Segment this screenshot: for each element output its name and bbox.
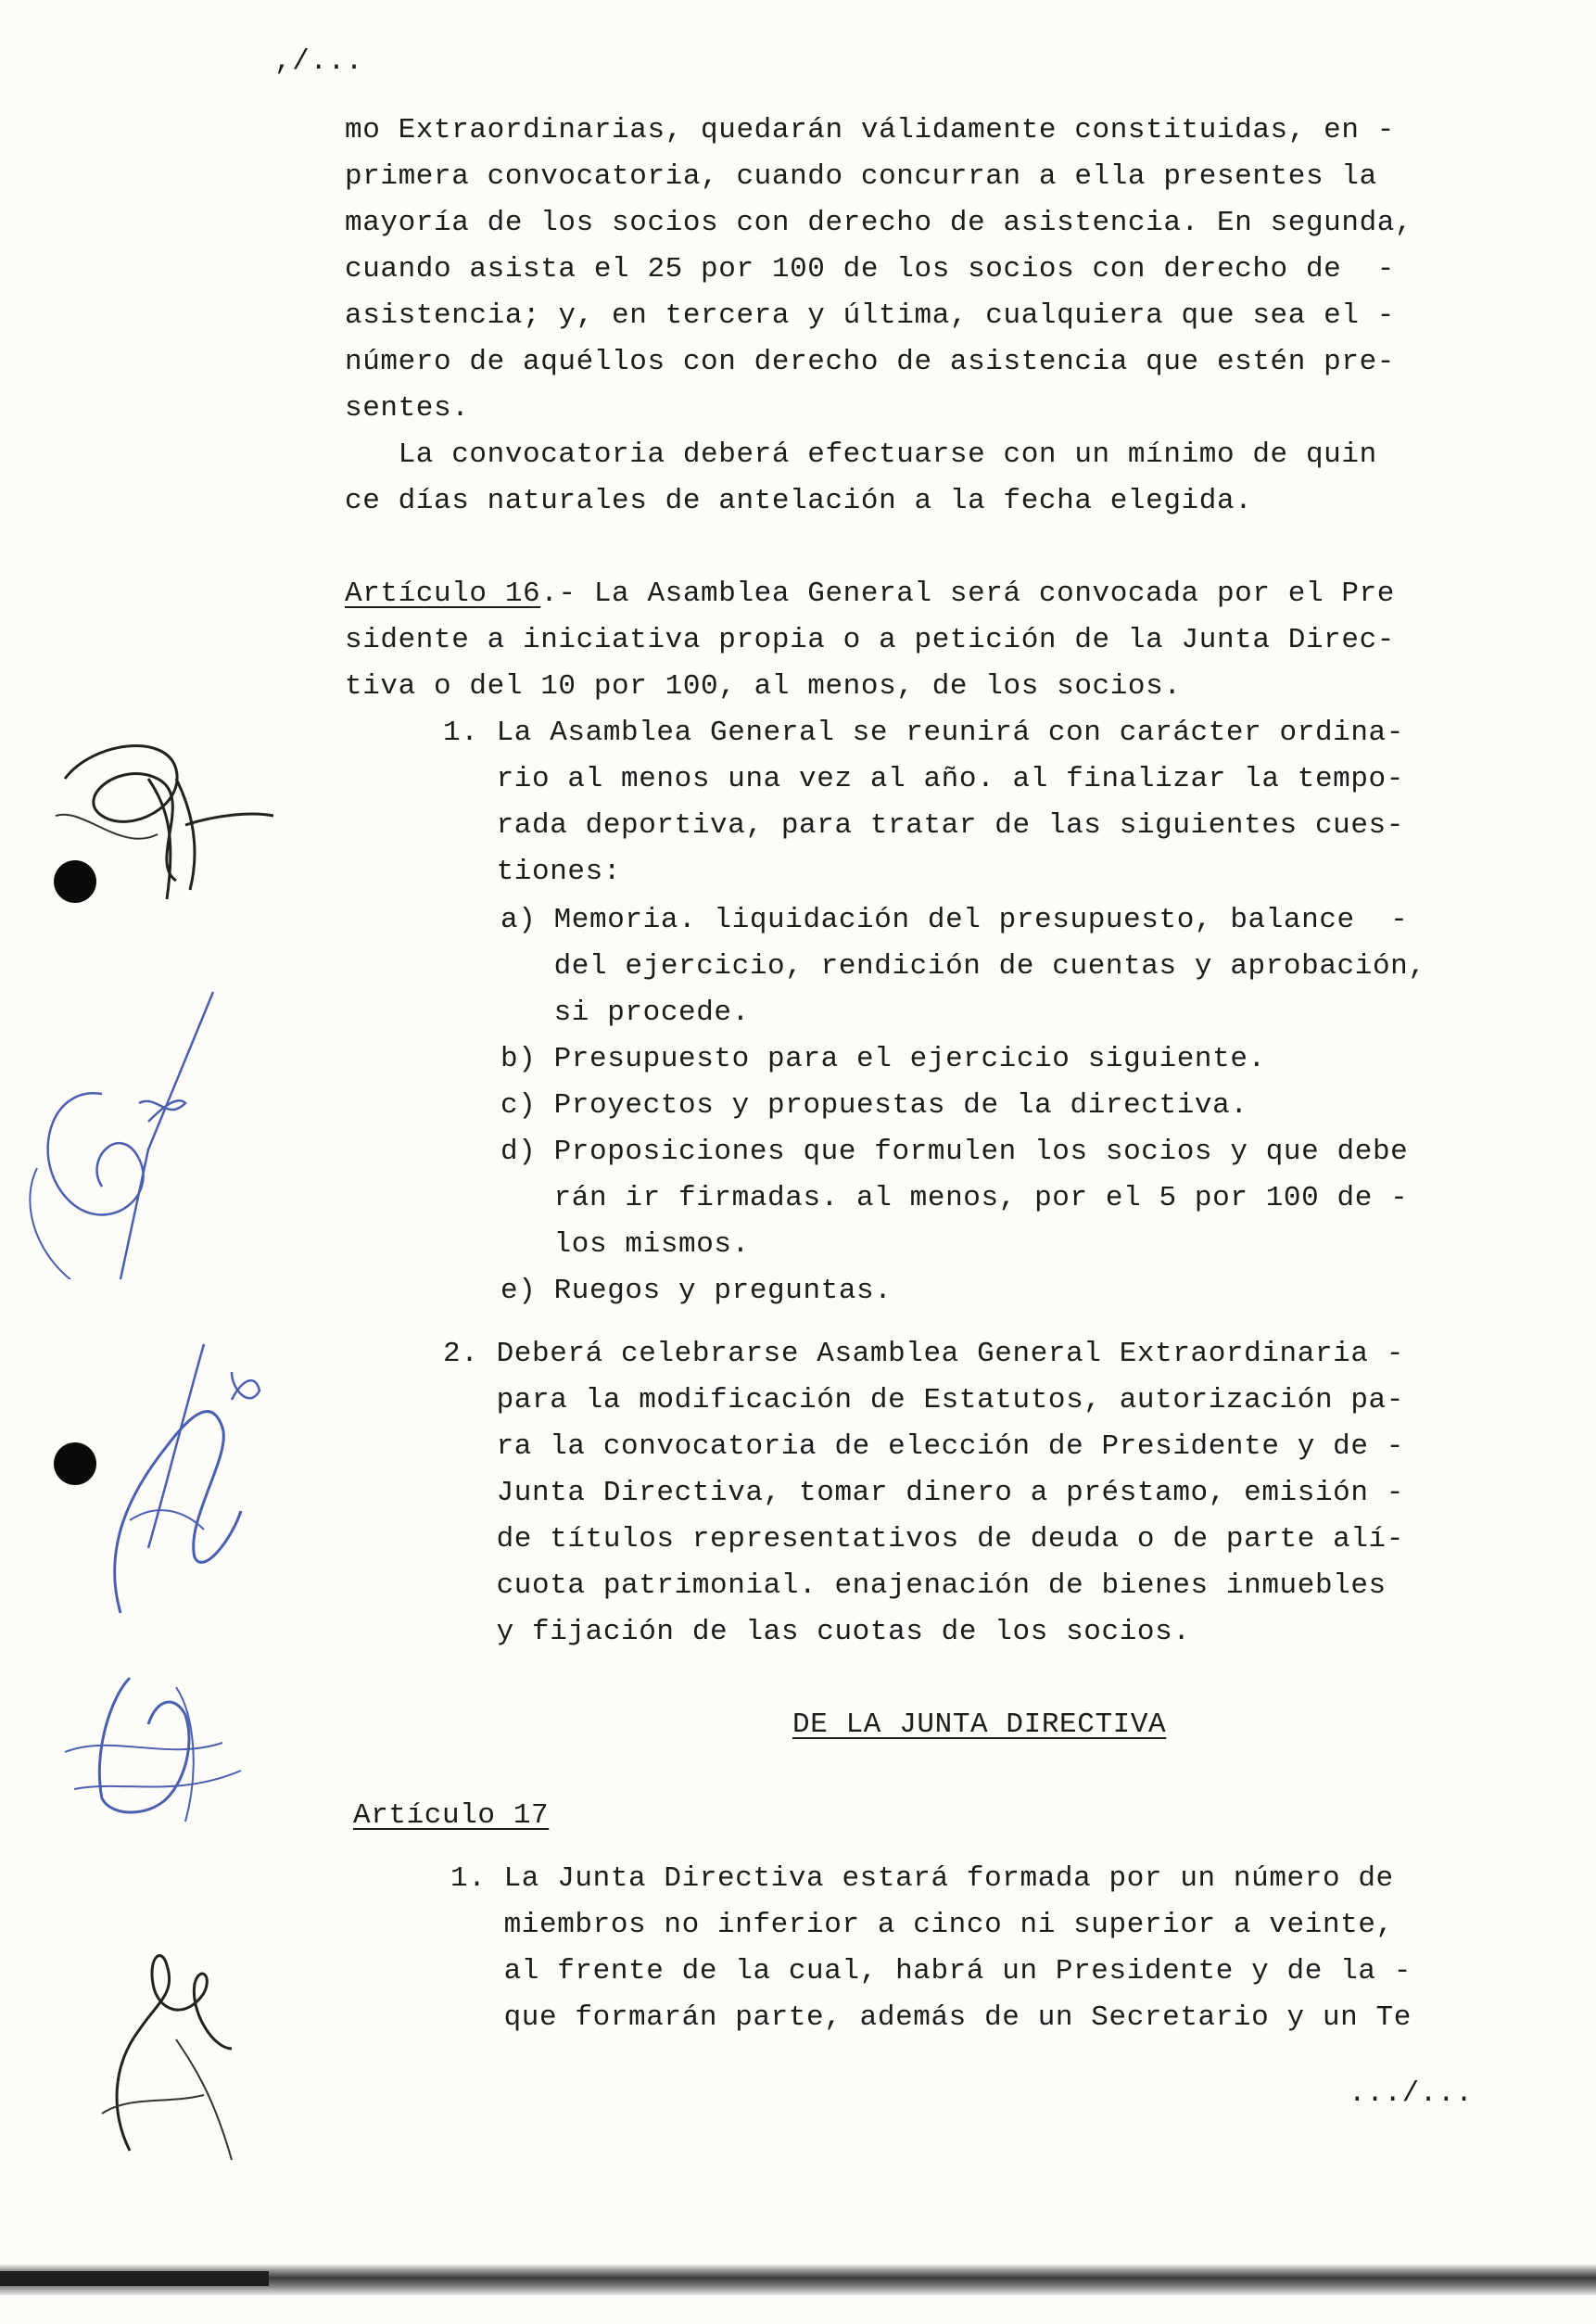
signature-3 [93, 1335, 278, 1641]
list-item: Junta Directiva, tomar dinero a préstamo, emisión - [443, 1477, 1404, 1509]
sub-list-item: si procede. [500, 997, 750, 1029]
signature-5 [74, 1910, 260, 2169]
sub-list-item: rán ir firmadas. al menos, por el 5 por 100 de - [500, 1182, 1409, 1214]
signature-2 [9, 983, 250, 1279]
list-item: 2. Deberá celebrarse Asamblea General Extraordinaria - [443, 1338, 1404, 1370]
text-line: asistencia; y, en tercera y última, cualquiera que sea el - [345, 299, 1395, 332]
punch-hole-bottom [54, 1442, 96, 1485]
list-item: que formarán parte, además de un Secretario y un Te [450, 2001, 1412, 2034]
list-item: miembros no inferior a cinco ni superior a veinte, [450, 1909, 1394, 1941]
text-line: tiva o del 10 por 100, al menos, de los socios. [345, 670, 1182, 703]
page-bottom-edge-dark [0, 2271, 269, 2286]
text-line: sentes. [345, 392, 470, 425]
text-line: ce días naturales de antelación a la fecha elegida. [345, 485, 1253, 517]
bottom-continuation-mark: .../... [1349, 2077, 1474, 2110]
list-item: de títulos representativos de deuda o de parte alí- [443, 1523, 1404, 1556]
signature-1 [37, 723, 278, 908]
sub-list-item: d) Proposiciones que formulen los socios y que debe [500, 1136, 1409, 1168]
sub-list-item: c) Proyectos y propuestas de la directiva. [500, 1089, 1248, 1122]
sub-list-item: b) Presupuesto para el ejercicio siguiente. [500, 1043, 1266, 1075]
text-line: número de aquéllos con derecho de asistencia que estén pre- [345, 346, 1395, 378]
list-item: para la modificación de Estatutos, autorización pa- [443, 1384, 1404, 1416]
sub-list-item: e) Ruegos y preguntas. [500, 1275, 893, 1307]
text-line: mo Extraordinarias, quedarán válidamente constituidas, en - [345, 114, 1395, 146]
text-line: mayoría de los socios con derecho de asistencia. En segunda, [345, 207, 1413, 239]
list-item: ra la convocatoria de elección de Presidente y de - [443, 1430, 1404, 1463]
signature-4 [56, 1659, 260, 1826]
article-16-intro: .- La Asamblea General será convocada por el Pre [540, 578, 1395, 610]
list-item: rio al menos una vez al año. al finalizar la tempo- [443, 763, 1404, 795]
text-line: primera convocatoria, cuando concurran a ella presentes la [345, 160, 1377, 193]
sub-list-item: del ejercicio, rendición de cuentas y aprobación, [500, 950, 1426, 983]
list-item: rada deportiva, para tratar de las siguientes cues- [443, 809, 1404, 842]
text-line: La convocatoria deberá efectuarse con un mínimo de quin [345, 438, 1377, 471]
list-item: cuota patrimonial. enajenación de bienes inmuebles [443, 1569, 1387, 1602]
text-line: sidente a iniciativa propia o a petición de la Junta Direc- [345, 624, 1395, 656]
article-16-first-line [345, 577, 1395, 612]
list-item: al frente de la cual, habrá un Presidente y de la - [450, 1955, 1412, 1987]
section-title: DE LA JUNTA DIRECTIVA [792, 1708, 1167, 1741]
sub-list-item: los mismos. [500, 1228, 750, 1261]
top-continuation-mark: ,/... [274, 45, 364, 78]
article-16-heading: Artículo 16 [345, 578, 541, 610]
text-line: cuando asista el 25 por 100 de los socios con derecho de - [345, 253, 1395, 286]
article-17-heading: Artículo 17 [353, 1799, 550, 1832]
sub-list-item: a) Memoria. liquidación del presupuesto, balance - [500, 904, 1409, 936]
list-item: 1. La Junta Directiva estará formada por un número de [450, 1862, 1394, 1895]
list-item: tiones: [443, 856, 622, 888]
list-item: y fijación de las cuotas de los socios. [443, 1616, 1191, 1648]
list-item: 1. La Asamblea General se reunirá con carácter ordina- [443, 717, 1404, 749]
